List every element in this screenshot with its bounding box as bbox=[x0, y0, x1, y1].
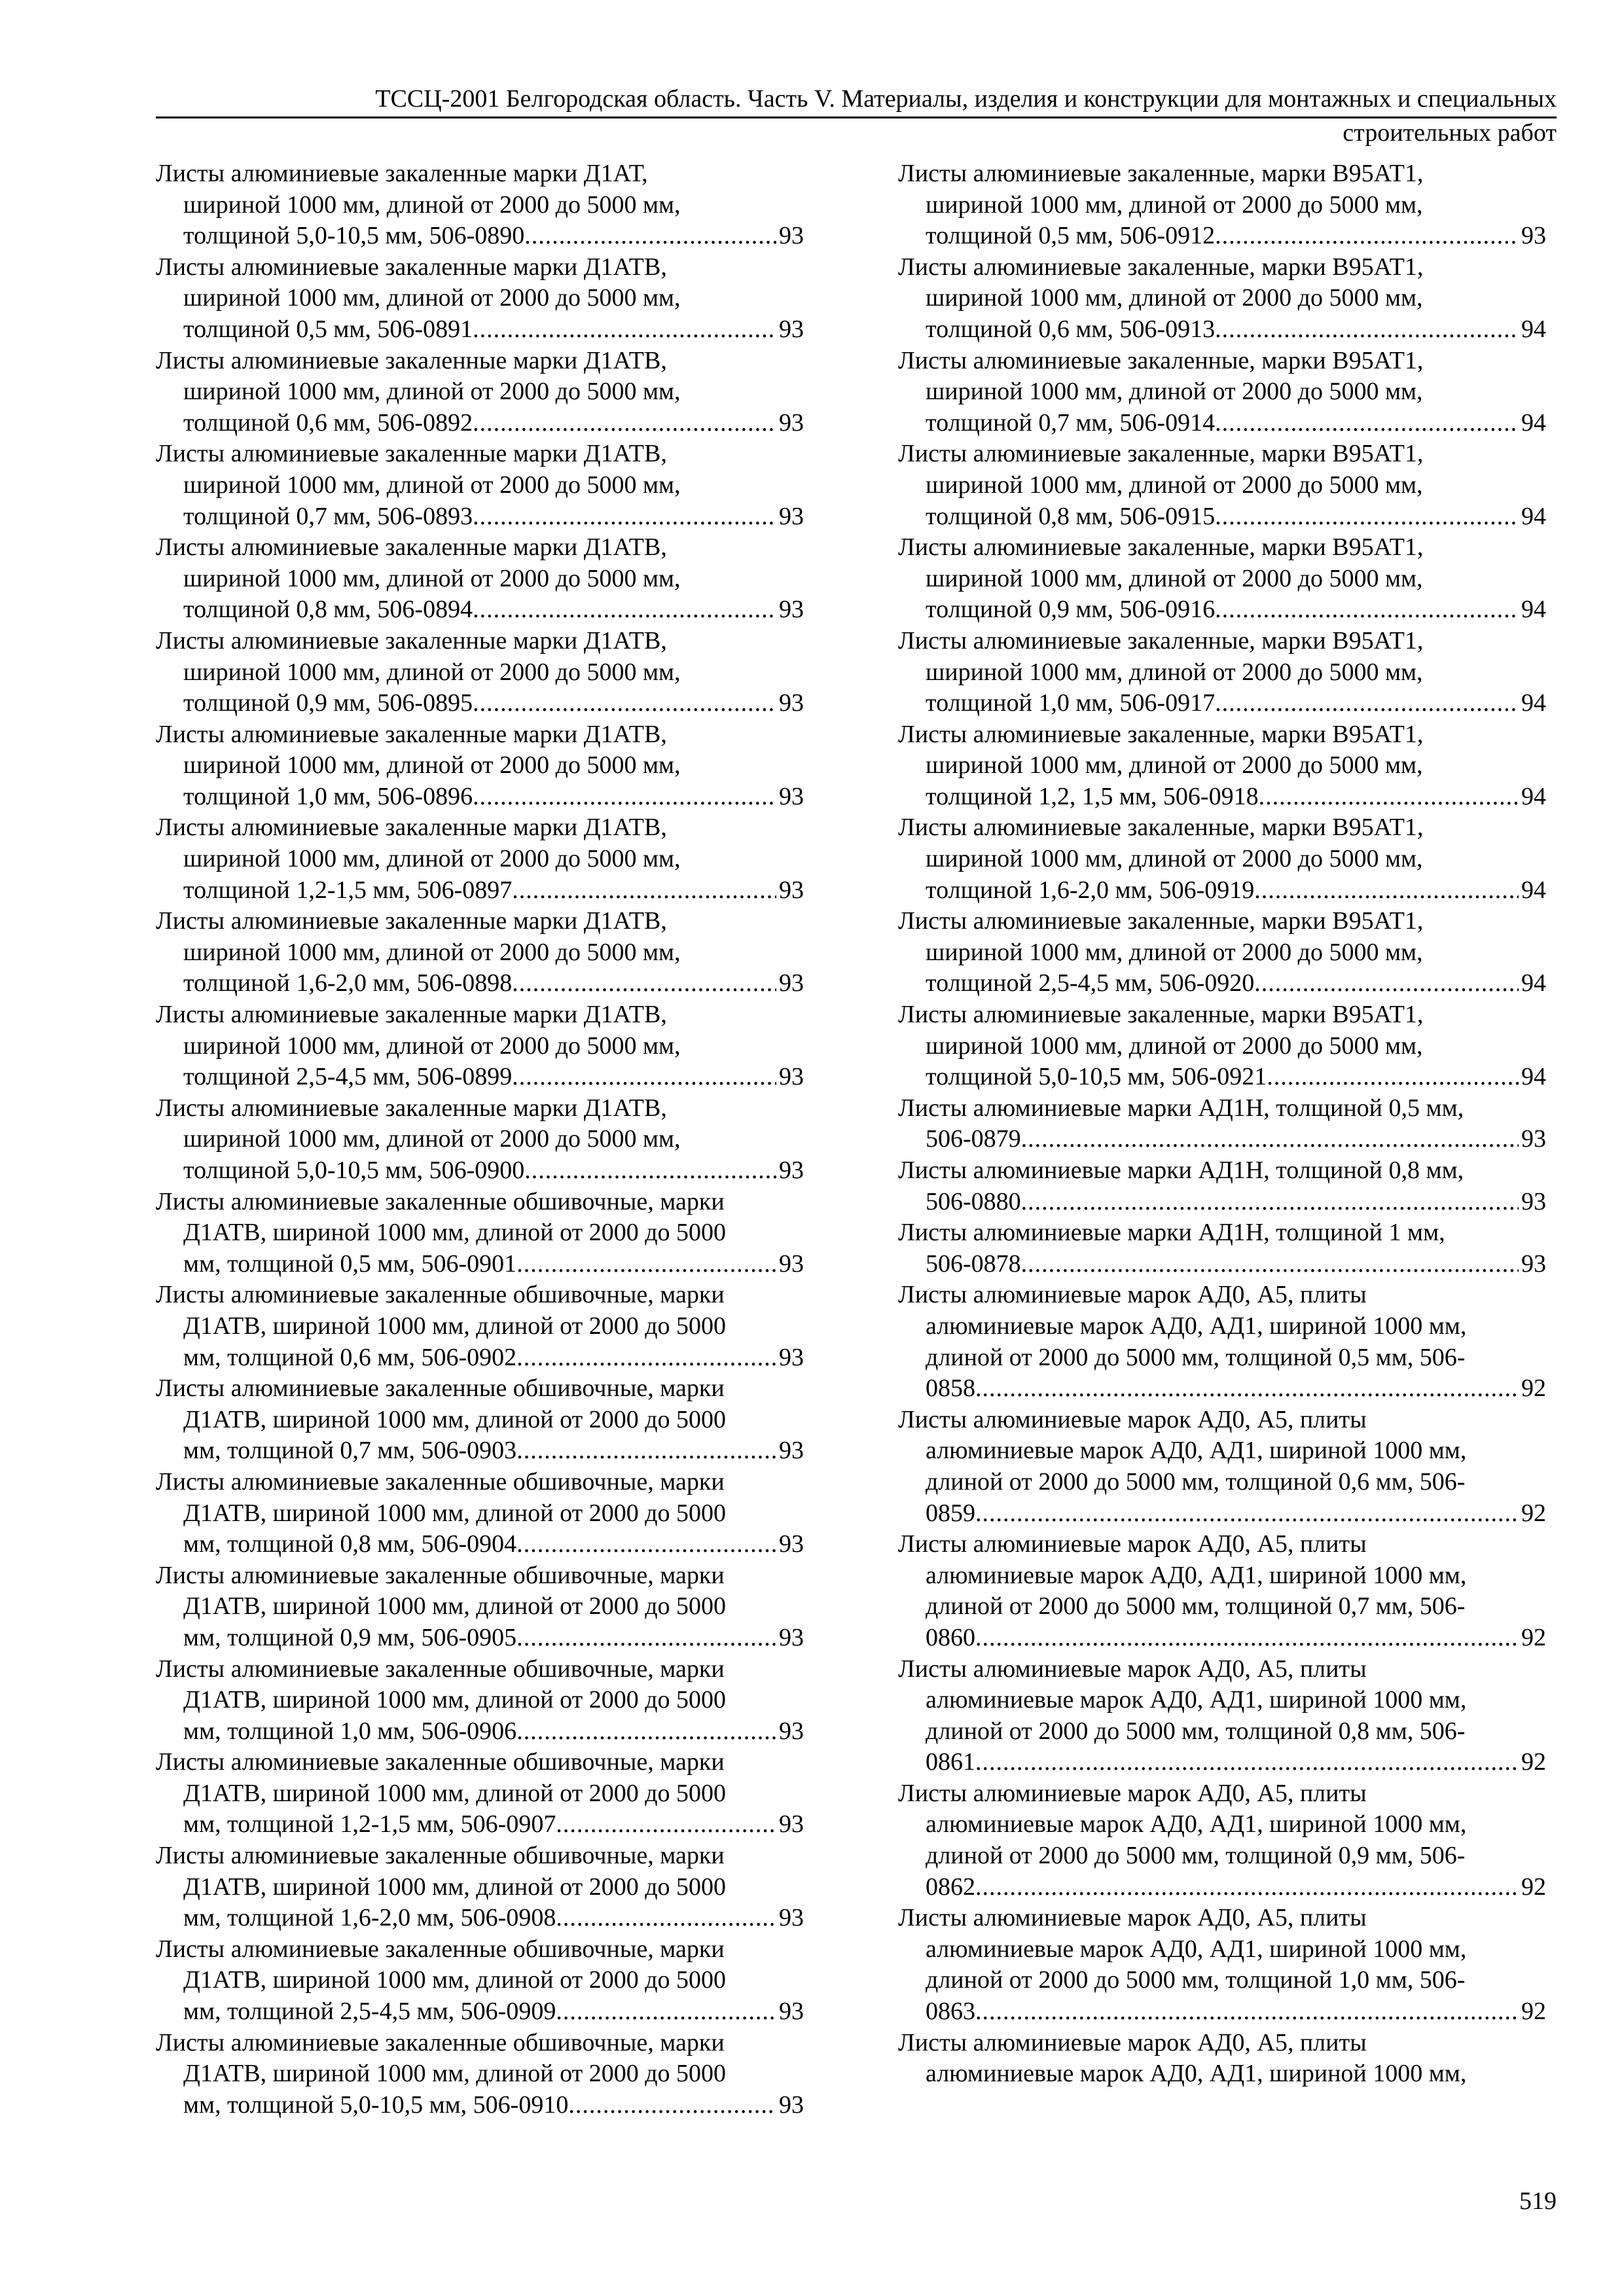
entry-line: Листы алюминиевые закаленные, марки В95АТ1, bbox=[898, 533, 1424, 562]
entry-page-ref[interactable]: 94 bbox=[1521, 876, 1546, 904]
entry-line: шириной 1000 мм, длиной от 2000 до 5000 мм, bbox=[926, 284, 1423, 312]
entry-last-line bbox=[156, 1342, 804, 1374]
entry-code: толщиной 0,6 мм, 506-0892 bbox=[183, 408, 473, 437]
entry-code: 506-0879 bbox=[926, 1125, 1021, 1153]
entry-page-ref[interactable]: 94 bbox=[1521, 315, 1546, 343]
entry-line: Листы алюминиевые закаленные марки Д1АТВ, bbox=[156, 1001, 667, 1029]
entry-line: Д1АТВ, шириной 1000 мм, длиной от 2000 до 5000 bbox=[183, 1312, 727, 1340]
index-entry bbox=[156, 999, 804, 1093]
entry-code: толщиной 0,7 мм, 506-0893 bbox=[183, 502, 473, 530]
entry-code: толщиной 1,2-1,5 мм, 506-0897 bbox=[183, 876, 513, 904]
entry-last-line bbox=[156, 781, 804, 813]
entry-last-line bbox=[898, 1187, 1546, 1218]
entry-line: Листы алюминиевые закаленные обшивочные, марки bbox=[156, 1374, 725, 1403]
entry-line: Листы алюминиевые закаленные обшивочные, марки bbox=[156, 2028, 725, 2056]
entry-last-line bbox=[156, 221, 804, 252]
entry-line: Листы алюминиевые марок АД0, А5, плиты bbox=[898, 1530, 1367, 1558]
entry-page-ref[interactable]: 93 bbox=[779, 315, 804, 343]
dot-leader bbox=[516, 1249, 776, 1280]
index-entry bbox=[898, 906, 1546, 999]
entry-line: Д1АТВ, шириной 1000 мм, длиной от 2000 до 5000 bbox=[183, 1779, 727, 1807]
entry-line: Листы алюминиевые закаленные, марки В95АТ1, bbox=[898, 440, 1424, 468]
index-entry bbox=[156, 2028, 804, 2121]
entry-code: 0859 bbox=[926, 1499, 975, 1527]
index-entry bbox=[898, 346, 1546, 439]
entry-page-ref[interactable]: 92 bbox=[1521, 1374, 1546, 1403]
entry-line: Д1АТВ, шириной 1000 мм, длиной от 2000 до 5000 bbox=[183, 1592, 727, 1621]
index-entry bbox=[898, 2028, 1546, 2090]
entry-code: толщиной 0,5 мм, 506-0912 bbox=[926, 222, 1216, 250]
entry-code: мм, толщиной 1,2-1,5 мм, 506-0907 bbox=[183, 1810, 556, 1839]
entry-last-line bbox=[156, 2090, 804, 2121]
dot-leader bbox=[1021, 1249, 1519, 1280]
entry-line: алюминиевые марок АД0, АД1, шириной 1000 мм, bbox=[926, 2060, 1467, 2088]
entry-last-line bbox=[898, 1996, 1546, 2028]
index-entry bbox=[156, 532, 804, 626]
entry-line: Д1АТВ, шириной 1000 мм, длиной от 2000 до 5000 bbox=[183, 2060, 727, 2088]
entry-last-line bbox=[156, 968, 804, 999]
index-entry bbox=[156, 719, 804, 813]
entry-code: толщиной 5,0-10,5 мм, 506-0900 bbox=[183, 1157, 525, 1184]
entry-line: Листы алюминиевые закаленные, марки В95АТ1, bbox=[898, 720, 1424, 748]
index-entry bbox=[156, 252, 804, 346]
dot-leader bbox=[1215, 501, 1519, 533]
index-entry bbox=[156, 1187, 804, 1280]
entry-line: алюминиевые марок АД0, АД1, шириной 1000 мм, bbox=[926, 1312, 1467, 1340]
entry-page-ref[interactable]: 93 bbox=[779, 1717, 804, 1745]
entry-last-line bbox=[156, 1435, 804, 1467]
entry-last-line bbox=[156, 408, 804, 439]
entry-line: Листы алюминиевые марки АД1Н, толщиной 0,8 мм, bbox=[898, 1157, 1464, 1184]
entry-line: Листы алюминиевые закаленные марки Д1АТВ, bbox=[156, 626, 667, 655]
entry-page-ref[interactable]: 93 bbox=[779, 1063, 804, 1091]
dot-leader bbox=[524, 221, 776, 252]
entry-page-ref[interactable]: 93 bbox=[779, 969, 804, 997]
entry-page-ref[interactable]: 92 bbox=[1521, 1998, 1546, 2026]
entry-line: Д1АТВ, шириной 1000 мм, длиной от 2000 до 5000 bbox=[183, 1499, 727, 1527]
entry-line: Листы алюминиевые закаленные марки Д1АТВ, bbox=[156, 346, 667, 374]
entry-code: мм, толщиной 0,6 мм, 506-0902 bbox=[183, 1343, 517, 1371]
entry-line: алюминиевые марок АД0, АД1, шириной 1000 мм, bbox=[926, 1686, 1467, 1714]
running-header bbox=[156, 84, 1557, 114]
entry-code: толщиной 1,0 мм, 506-0917 bbox=[926, 689, 1216, 717]
entry-line: Листы алюминиевые марок АД0, А5, плиты bbox=[898, 1904, 1367, 1932]
entry-page-ref[interactable]: 92 bbox=[1521, 1748, 1546, 1776]
entry-page-ref[interactable]: 93 bbox=[779, 782, 804, 810]
entry-line: Листы алюминиевые марок АД0, А5, плиты bbox=[898, 1281, 1367, 1309]
index-entry bbox=[898, 1529, 1546, 1653]
dot-leader bbox=[516, 1623, 776, 1654]
entry-last-line bbox=[898, 688, 1546, 719]
entry-line: Листы алюминиевые закаленные, марки В95АТ1, bbox=[898, 814, 1424, 842]
entry-code: 0863 bbox=[926, 1998, 975, 2026]
dot-leader bbox=[1215, 688, 1519, 719]
entry-last-line bbox=[898, 1747, 1546, 1778]
entry-code: толщиной 5,0-10,5 мм, 506-0890 bbox=[183, 222, 525, 250]
entry-page-ref[interactable]: 93 bbox=[779, 876, 804, 904]
entry-line: алюминиевые марок АД0, АД1, шириной 1000 мм, bbox=[926, 1935, 1467, 1963]
entry-line: шириной 1000 мм, длиной от 2000 до 5000 мм, bbox=[183, 1031, 681, 1060]
index-entry bbox=[898, 1903, 1546, 2027]
entry-last-line bbox=[898, 781, 1546, 813]
entry-last-line bbox=[898, 1623, 1546, 1654]
entry-line: Листы алюминиевые марки АД1Н, толщиной 0,5 мм, bbox=[898, 1094, 1464, 1122]
entry-page-ref[interactable]: 93 bbox=[779, 1530, 804, 1558]
entry-page-ref[interactable]: 93 bbox=[779, 689, 804, 717]
index-entry bbox=[156, 346, 804, 439]
entry-last-line bbox=[156, 1716, 804, 1748]
entry-line: Листы алюминиевые закаленные, марки В95АТ1, bbox=[898, 626, 1424, 655]
dot-leader bbox=[516, 1435, 776, 1467]
dot-leader bbox=[1021, 1124, 1519, 1155]
entry-last-line bbox=[898, 314, 1546, 346]
entry-code: мм, толщиной 0,8 мм, 506-0904 bbox=[183, 1530, 517, 1558]
entry-code: толщиной 2,5-4,5 мм, 506-0920 bbox=[926, 969, 1255, 997]
index-entry bbox=[156, 1934, 804, 2028]
entry-line: длиной от 2000 до 5000 мм, толщиной 0,7 мм, 506- bbox=[926, 1592, 1466, 1621]
entry-page-ref[interactable]: 93 bbox=[779, 596, 804, 624]
entry-code: мм, толщиной 1,6-2,0 мм, 506-0908 bbox=[183, 1904, 556, 1932]
entry-last-line bbox=[156, 1903, 804, 1934]
index-entry bbox=[898, 1778, 1546, 1903]
entry-code: толщиной 1,6-2,0 мм, 506-0898 bbox=[183, 969, 513, 997]
dot-leader bbox=[473, 781, 776, 813]
entry-code: 0860 bbox=[926, 1623, 975, 1651]
index-entry bbox=[156, 1840, 804, 1934]
dot-leader bbox=[975, 1498, 1519, 1530]
dot-leader bbox=[556, 1996, 776, 2028]
entry-line: шириной 1000 мм, длиной от 2000 до 5000 мм, bbox=[183, 938, 681, 966]
entry-code: толщиной 1,2, 1,5 мм, 506-0918 bbox=[926, 782, 1259, 810]
dot-leader bbox=[568, 2090, 776, 2121]
entry-line: алюминиевые марок АД0, АД1, шириной 1000 мм, bbox=[926, 1810, 1467, 1839]
entry-line: Д1АТВ, шириной 1000 мм, длиной от 2000 до 5000 bbox=[183, 1873, 727, 1901]
dot-leader bbox=[1215, 221, 1519, 252]
entry-code: толщиной 0,7 мм, 506-0914 bbox=[926, 408, 1216, 437]
entry-line: Листы алюминиевые закаленные марки Д1АТ, bbox=[156, 160, 648, 187]
entry-last-line bbox=[898, 1249, 1546, 1280]
entry-line: Листы алюминиевые марок АД0, А5, плиты bbox=[898, 2028, 1367, 2056]
entry-last-line bbox=[898, 501, 1546, 533]
index-entry bbox=[898, 812, 1546, 906]
index-entry bbox=[898, 719, 1546, 813]
entry-line: Листы алюминиевые закаленные обшивочные, марки bbox=[156, 1748, 725, 1776]
entry-page-ref[interactable]: 94 bbox=[1521, 502, 1546, 530]
dot-leader bbox=[1259, 781, 1519, 813]
entry-code: мм, толщиной 5,0-10,5 мм, 506-0910 bbox=[183, 2090, 569, 2119]
entry-last-line bbox=[156, 1809, 804, 1840]
index-column-left bbox=[156, 158, 804, 2121]
entry-line: Листы алюминиевые закаленные, марки В95АТ1, bbox=[898, 253, 1424, 281]
entry-last-line bbox=[898, 1872, 1546, 1903]
entry-last-line bbox=[156, 501, 804, 533]
entry-line: шириной 1000 мм, длиной от 2000 до 5000 мм, bbox=[926, 845, 1423, 873]
index-entry bbox=[156, 1467, 804, 1560]
entry-code: толщиной 5,0-10,5 мм, 506-0921 bbox=[926, 1063, 1267, 1091]
entry-last-line bbox=[898, 1373, 1546, 1405]
entry-page-ref[interactable]: 94 bbox=[1521, 969, 1546, 997]
entry-page-ref[interactable]: 93 bbox=[779, 502, 804, 530]
entry-page-ref[interactable]: 93 bbox=[779, 1437, 804, 1465]
entry-last-line bbox=[156, 1062, 804, 1093]
entry-line: Листы алюминиевые закаленные, марки В95АТ1, bbox=[898, 1001, 1424, 1029]
entry-code: толщиной 0,5 мм, 506-0891 bbox=[183, 315, 473, 343]
index-entry bbox=[898, 626, 1546, 719]
entry-page-ref[interactable]: 93 bbox=[779, 1998, 804, 2026]
entry-last-line bbox=[898, 221, 1546, 252]
entry-page-ref[interactable]: 94 bbox=[1521, 1063, 1546, 1091]
entry-line: Д1АТВ, шириной 1000 мм, длиной от 2000 до 5000 bbox=[183, 1686, 727, 1714]
entry-line: шириной 1000 мм, длиной от 2000 до 5000 мм, bbox=[183, 190, 681, 219]
entry-page-ref[interactable]: 93 bbox=[1521, 1249, 1546, 1278]
entry-last-line bbox=[156, 1529, 804, 1560]
entry-page-ref[interactable]: 93 bbox=[779, 408, 804, 437]
entry-line: шириной 1000 мм, длиной от 2000 до 5000 мм, bbox=[183, 564, 681, 592]
entry-line: Листы алюминиевые закаленные обшивочные, марки bbox=[156, 1655, 725, 1683]
header-title-line1: ТССЦ-2001 Белгородская область. Часть V. Материалы, изделия и конструкции для монтажных и специальных bbox=[375, 85, 1557, 113]
running-header-continued bbox=[156, 118, 1557, 148]
index-entry bbox=[156, 906, 804, 999]
entry-code: толщиной 2,5-4,5 мм, 506-0899 bbox=[183, 1063, 513, 1091]
entry-line: шириной 1000 мм, длиной от 2000 до 5000 мм, bbox=[926, 938, 1423, 966]
entry-page-ref[interactable]: 92 bbox=[1521, 1499, 1546, 1527]
entry-line: Листы алюминиевые марок АД0, А5, плиты bbox=[898, 1779, 1367, 1807]
entry-page-ref[interactable]: 94 bbox=[1521, 408, 1546, 437]
index-entry bbox=[898, 158, 1546, 252]
entry-last-line bbox=[898, 1498, 1546, 1530]
dot-leader bbox=[516, 1342, 776, 1374]
entry-line: Листы алюминиевые закаленные марки Д1АТВ, bbox=[156, 253, 667, 281]
index-entry bbox=[156, 1093, 804, 1187]
entry-line: шириной 1000 мм, длиной от 2000 до 5000 мм, bbox=[926, 471, 1423, 499]
dot-leader bbox=[1215, 408, 1519, 439]
entry-last-line bbox=[156, 1155, 804, 1187]
entry-line: длиной от 2000 до 5000 мм, толщиной 0,5 мм, 506- bbox=[926, 1343, 1466, 1371]
entry-code: толщиной 0,8 мм, 506-0915 bbox=[926, 502, 1216, 530]
entry-last-line bbox=[156, 1623, 804, 1654]
entry-code: мм, толщиной 0,5 мм, 506-0901 bbox=[183, 1249, 517, 1278]
entry-page-ref[interactable]: 92 bbox=[1521, 1873, 1546, 1901]
entry-code: толщиной 0,9 мм, 506-0895 bbox=[183, 689, 473, 717]
entry-code: мм, толщиной 2,5-4,5 мм, 506-0909 bbox=[183, 1998, 556, 2026]
index-entry bbox=[898, 252, 1546, 346]
entry-line: Листы алюминиевые закаленные обшивочные, марки bbox=[156, 1467, 725, 1496]
entry-last-line bbox=[898, 1124, 1546, 1155]
dot-leader bbox=[516, 1529, 776, 1560]
entry-line: Д1АТВ, шириной 1000 мм, длиной от 2000 до 5000 bbox=[183, 1966, 727, 1994]
entry-line: шириной 1000 мм, длиной от 2000 до 5000 мм, bbox=[926, 751, 1423, 780]
entry-page-ref[interactable]: 94 bbox=[1521, 596, 1546, 624]
dot-leader bbox=[512, 875, 776, 906]
dot-leader bbox=[516, 1716, 776, 1748]
index-entry bbox=[898, 1155, 1546, 1217]
entry-line: шириной 1000 мм, длиной от 2000 до 5000 мм, bbox=[926, 378, 1423, 406]
entry-code: мм, толщиной 0,9 мм, 506-0905 bbox=[183, 1623, 517, 1651]
index-entry bbox=[898, 439, 1546, 532]
entry-line: алюминиевые марок АД0, АД1, шириной 1000 мм, bbox=[926, 1437, 1467, 1465]
entry-last-line bbox=[898, 875, 1546, 906]
entry-line: Д1АТВ, шириной 1000 мм, длиной от 2000 до 5000 bbox=[183, 1405, 727, 1433]
entry-page-ref[interactable]: 93 bbox=[1521, 1187, 1546, 1215]
entry-page-ref[interactable]: 93 bbox=[779, 1249, 804, 1278]
entry-last-line bbox=[156, 594, 804, 626]
entry-last-line bbox=[156, 1996, 804, 2028]
entry-line: шириной 1000 мм, длиной от 2000 до 5000 мм, bbox=[183, 845, 681, 873]
index-entry bbox=[156, 439, 804, 532]
entry-line: Листы алюминиевые закаленные марки Д1АТВ, bbox=[156, 814, 667, 842]
entry-line: шириной 1000 мм, длиной от 2000 до 5000 мм, bbox=[926, 658, 1423, 686]
dot-leader bbox=[1254, 875, 1519, 906]
dot-leader bbox=[473, 314, 776, 346]
entry-line: Листы алюминиевые марок АД0, А5, плиты bbox=[898, 1655, 1367, 1683]
index-entry bbox=[156, 1280, 804, 1373]
index-entry bbox=[156, 1373, 804, 1467]
entry-line: Листы алюминиевые закаленные обшивочные, марки bbox=[156, 1187, 725, 1215]
index-entry bbox=[156, 158, 804, 252]
entry-last-line bbox=[156, 875, 804, 906]
page-number: 519 bbox=[1519, 2187, 1557, 2215]
dot-leader bbox=[975, 1373, 1519, 1405]
entry-code: толщиной 0,9 мм, 506-0916 bbox=[926, 596, 1216, 624]
dot-leader bbox=[473, 594, 776, 626]
entry-code: 0862 bbox=[926, 1873, 975, 1901]
dot-leader bbox=[1215, 594, 1519, 626]
dot-leader bbox=[524, 1155, 776, 1187]
entry-code: толщиной 0,8 мм, 506-0894 bbox=[183, 596, 473, 624]
entry-page-ref[interactable]: 93 bbox=[1521, 222, 1546, 250]
dot-leader bbox=[975, 1623, 1519, 1654]
entry-page-ref[interactable]: 93 bbox=[779, 222, 804, 250]
entry-line: длиной от 2000 до 5000 мм, толщиной 0,9 мм, 506- bbox=[926, 1842, 1466, 1870]
dot-leader bbox=[975, 1996, 1519, 2028]
entry-code: толщиной 0,6 мм, 506-0913 bbox=[926, 315, 1216, 343]
entry-line: Листы алюминиевые закаленные марки Д1АТВ, bbox=[156, 907, 667, 935]
entry-code: 0858 bbox=[926, 1374, 975, 1403]
entry-line: шириной 1000 мм, длиной от 2000 до 5000 мм, bbox=[926, 190, 1423, 219]
entry-line: Д1АТВ, шириной 1000 мм, длиной от 2000 до 5000 bbox=[183, 1219, 727, 1247]
dot-leader bbox=[512, 1062, 776, 1093]
entry-code: 506-0878 bbox=[926, 1249, 1021, 1278]
entry-page-ref[interactable]: 92 bbox=[1521, 1623, 1546, 1651]
dot-leader bbox=[1215, 314, 1519, 346]
index-entry bbox=[156, 1747, 804, 1840]
entry-line: Листы алюминиевые закаленные обшивочные, марки bbox=[156, 1561, 725, 1589]
entry-last-line bbox=[898, 1062, 1546, 1093]
entry-code: 0861 bbox=[926, 1748, 975, 1776]
index-entry bbox=[898, 1654, 1546, 1778]
entry-line: Листы алюминиевые закаленные обшивочные, марки bbox=[156, 1935, 725, 1963]
entry-line: Листы алюминиевые закаленные марки Д1АТВ, bbox=[156, 720, 667, 748]
entry-last-line bbox=[156, 1249, 804, 1280]
dot-leader bbox=[556, 1903, 776, 1934]
entry-last-line bbox=[898, 594, 1546, 626]
entry-last-line bbox=[156, 688, 804, 719]
index-entry bbox=[898, 1217, 1546, 1280]
entry-line: шириной 1000 мм, длиной от 2000 до 5000 мм, bbox=[183, 284, 681, 312]
index-entry bbox=[898, 999, 1546, 1093]
entry-line: Листы алюминиевые марки АД1Н, толщиной 1 мм, bbox=[898, 1219, 1445, 1247]
index-entry bbox=[156, 1654, 804, 1748]
entry-page-ref[interactable]: 93 bbox=[1521, 1125, 1546, 1153]
entry-last-line bbox=[898, 968, 1546, 999]
index-entry bbox=[898, 1093, 1546, 1155]
dot-leader bbox=[473, 688, 776, 719]
entry-page-ref[interactable]: 94 bbox=[1521, 782, 1546, 810]
entry-code: толщиной 1,6-2,0 мм, 506-0919 bbox=[926, 876, 1255, 904]
index-entry bbox=[156, 1560, 804, 1654]
entry-code: мм, толщиной 1,0 мм, 506-0906 bbox=[183, 1717, 517, 1745]
entry-line: Листы алюминиевые закаленные, марки В95АТ1, bbox=[898, 160, 1424, 187]
entry-page-ref[interactable]: 93 bbox=[779, 1157, 804, 1184]
dot-leader bbox=[1021, 1187, 1519, 1218]
index-entry bbox=[156, 812, 804, 906]
entry-last-line bbox=[898, 408, 1546, 439]
dot-leader bbox=[473, 501, 776, 533]
entry-line: шириной 1000 мм, длиной от 2000 до 5000 мм, bbox=[183, 378, 681, 406]
index-entry bbox=[156, 626, 804, 719]
entry-line: Листы алюминиевые закаленные марки Д1АТВ, bbox=[156, 1094, 667, 1122]
entry-page-ref[interactable]: 93 bbox=[779, 1343, 804, 1371]
index-entry bbox=[898, 1280, 1546, 1404]
entry-line: Листы алюминиевые закаленные обшивочные, марки bbox=[156, 1842, 725, 1870]
entry-last-line bbox=[156, 314, 804, 346]
entry-line: шириной 1000 мм, длиной от 2000 до 5000 мм, bbox=[183, 1125, 681, 1153]
entry-line: шириной 1000 мм, длиной от 2000 до 5000 мм, bbox=[183, 658, 681, 686]
entry-code: 506-0880 bbox=[926, 1187, 1021, 1215]
entry-code: мм, толщиной 0,7 мм, 506-0903 bbox=[183, 1437, 517, 1465]
entry-page-ref[interactable]: 93 bbox=[779, 1810, 804, 1839]
entry-line: шириной 1000 мм, длиной от 2000 до 5000 мм, bbox=[183, 751, 681, 780]
index-entry bbox=[898, 532, 1546, 626]
dot-leader bbox=[473, 408, 776, 439]
entry-line: шириной 1000 мм, длиной от 2000 до 5000 мм, bbox=[183, 471, 681, 499]
entry-line: Листы алюминиевые закаленные, марки В95АТ1, bbox=[898, 346, 1424, 374]
dot-leader bbox=[1254, 968, 1519, 999]
entry-line: длиной от 2000 до 5000 мм, толщиной 0,8 мм, 506- bbox=[926, 1717, 1466, 1745]
entry-page-ref[interactable]: 94 bbox=[1521, 689, 1546, 717]
entry-page-ref[interactable]: 93 bbox=[779, 2090, 804, 2119]
entry-line: Листы алюминиевые закаленные, марки В95АТ1, bbox=[898, 907, 1424, 935]
entry-line: шириной 1000 мм, длиной от 2000 до 5000 мм, bbox=[926, 564, 1423, 592]
entry-page-ref[interactable]: 93 bbox=[779, 1623, 804, 1651]
entry-code: толщиной 1,0 мм, 506-0896 bbox=[183, 782, 473, 810]
entry-line: шириной 1000 мм, длиной от 2000 до 5000 мм, bbox=[926, 1031, 1423, 1060]
entry-line: длиной от 2000 до 5000 мм, толщиной 1,0 мм, 506- bbox=[926, 1966, 1466, 1994]
entry-page-ref[interactable]: 93 bbox=[779, 1904, 804, 1932]
index-column-right bbox=[898, 158, 1546, 2090]
entry-line: алюминиевые марок АД0, АД1, шириной 1000 мм, bbox=[926, 1561, 1467, 1589]
dot-leader bbox=[1267, 1062, 1519, 1093]
header-title-line2: строительных работ bbox=[1343, 119, 1557, 147]
dot-leader bbox=[512, 968, 776, 999]
dot-leader bbox=[975, 1872, 1519, 1903]
entry-line: длиной от 2000 до 5000 мм, толщиной 0,6 мм, 506- bbox=[926, 1467, 1466, 1496]
index-entry bbox=[898, 1405, 1546, 1529]
dot-leader bbox=[556, 1809, 776, 1840]
dot-leader bbox=[975, 1747, 1519, 1778]
entry-line: Листы алюминиевые закаленные марки Д1АТВ, bbox=[156, 440, 667, 468]
entry-line: Листы алюминиевые закаленные обшивочные, марки bbox=[156, 1281, 725, 1309]
entry-line: Листы алюминиевые закаленные марки Д1АТВ, bbox=[156, 533, 667, 562]
entry-line: Листы алюминиевые марок АД0, А5, плиты bbox=[898, 1405, 1367, 1433]
